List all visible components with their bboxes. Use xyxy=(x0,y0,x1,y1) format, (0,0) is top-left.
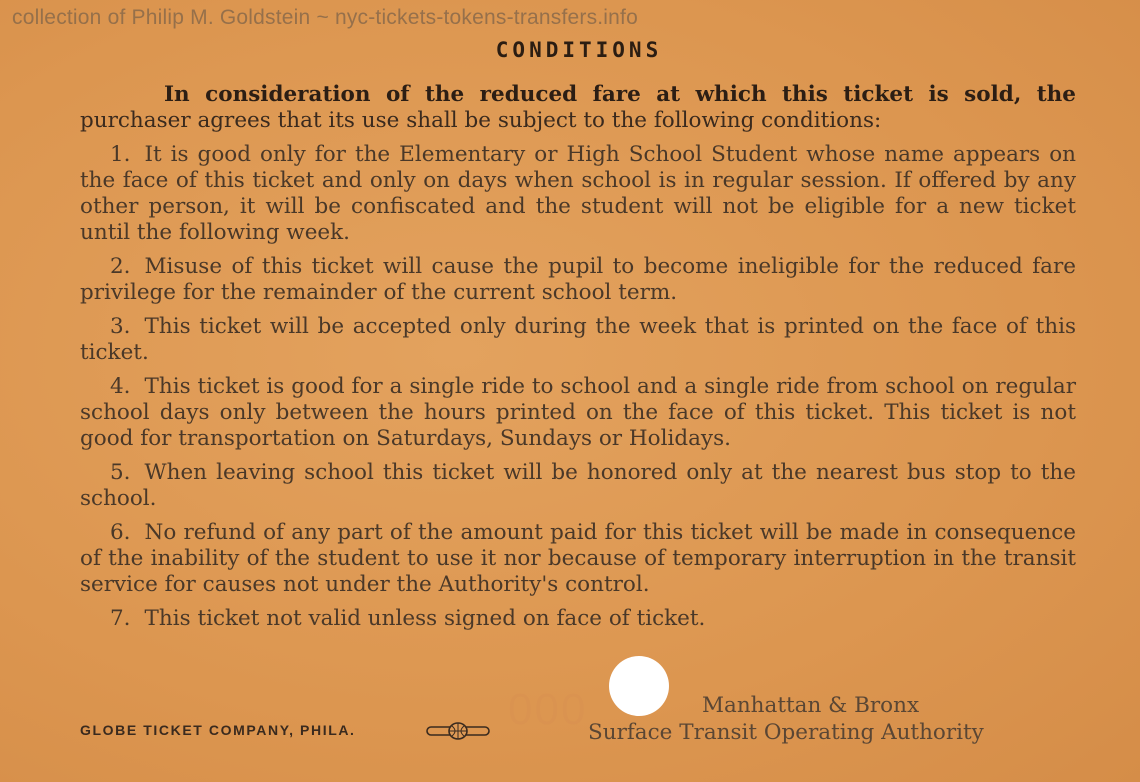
condition-number: 2. xyxy=(110,254,131,279)
condition-item xyxy=(80,142,1076,246)
issuing-authority xyxy=(588,692,1074,746)
intro-rest: purchaser agrees that its use shall be subject to the following conditions: xyxy=(80,108,882,133)
faded-serial-number: 000 xyxy=(508,685,588,734)
issuer-line-2: Surface Transit Operating Authority xyxy=(588,720,984,745)
intro-lead: In consideration of the reduced fare at which this ticket is sold, the xyxy=(164,82,1076,107)
condition-text: This ticket will be accepted only during the week that is printed on the face of this ticket. xyxy=(80,314,1076,365)
condition-item xyxy=(80,374,1076,452)
conditions-body xyxy=(80,82,1076,632)
issuer-line-1: Manhattan & Bronx xyxy=(702,693,920,718)
condition-text: Misuse of this ticket will cause the pupil to become ineligible for the reduced fare privilege for the remainder of the current school term. xyxy=(80,254,1076,305)
condition-number: 3. xyxy=(110,314,131,339)
condition-number: 7. xyxy=(110,606,131,631)
condition-item xyxy=(80,254,1076,306)
condition-text: When leaving school this ticket will be honored only at the nearest bus stop to the school. xyxy=(80,460,1076,511)
condition-item xyxy=(80,460,1076,512)
condition-text: This ticket is good for a single ride to school and a single ride from school on regular school days only between the hours printed on the face of this ticket. This ticket is not good for transportation on Saturdays, Sundays or Holidays. xyxy=(80,374,1076,451)
condition-text: This ticket not valid unless signed on face of ticket. xyxy=(144,606,706,631)
globe-logo-icon xyxy=(426,722,490,740)
condition-number: 4. xyxy=(110,374,131,399)
condition-item xyxy=(80,314,1076,366)
conditions-heading: CONDITIONS xyxy=(495,38,663,62)
condition-number: 1. xyxy=(110,142,131,167)
condition-text: No refund of any part of the amount paid for this ticket will be made in consequence of the inability of the student to use it nor because of temporary interruption in the transit service for causes not under the Authority's control. xyxy=(80,520,1076,597)
condition-item xyxy=(80,520,1076,598)
printer-credit: GLOBE TICKET COMPANY, PHILA. xyxy=(80,722,356,738)
intro-paragraph xyxy=(80,82,1076,134)
collection-watermark: collection of Philip M. Goldstein ~ nyc-tickets-tokens-transfers.info xyxy=(12,6,638,29)
condition-number: 5. xyxy=(110,460,131,485)
condition-number: 6. xyxy=(110,520,131,545)
condition-text: It is good only for the Elementary or High School Student whose name appears on the face of this ticket and only on days when school is in regular session. If offered by any other person, it will be confiscated and the student will not be eligible for a new ticket until the following week. xyxy=(80,142,1076,245)
condition-item xyxy=(80,606,1076,632)
